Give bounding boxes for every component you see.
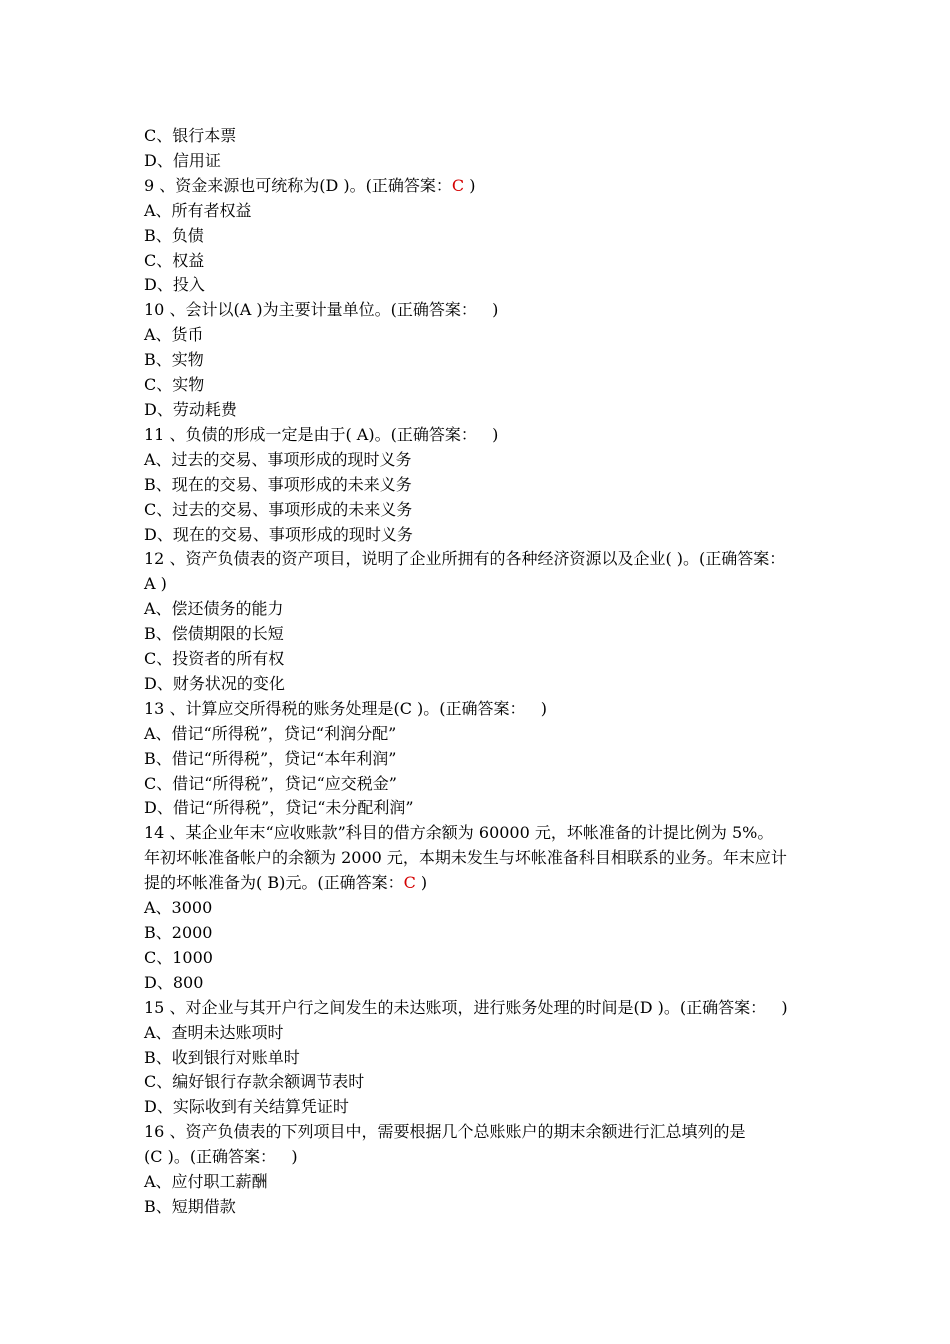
question-line-continued: 年初坏帐准备帐户的余额为 2000 元，本期未发生与坏帐准备科目相联系的业务。年末应计 — [144, 848, 787, 868]
option-line: D、实际收到有关结算凭证时 — [144, 1097, 349, 1117]
option-line: B、偿债期限的长短 — [144, 624, 284, 644]
option-line: D、劳动耗费 — [144, 399, 237, 419]
question-line: 12 、资产负债表的资产项目，说明了企业所拥有的各种经济资源以及企业( )。(正确答案： — [144, 549, 786, 569]
option-line: B、短期借款 — [144, 1196, 236, 1216]
question-line-continued: 提的坏帐准备为( B)元。(正确答案：C ) — [144, 873, 428, 893]
option-line: B、2000 — [144, 923, 213, 942]
correct-answer: C — [451, 175, 465, 195]
option-line: D、投入 — [144, 275, 205, 295]
option-line: A、查明未达账项时 — [144, 1022, 284, 1042]
option-line: D、现在的交易、事项形成的现时义务 — [144, 524, 413, 544]
question-line: 13 、计算应交所得税的账务处理是(C )。(正确答案： ) — [144, 698, 548, 718]
option-line: D、财务状况的变化 — [144, 673, 285, 693]
question-line: 10 、会计以(A )为主要计量单位。(正确答案： ) — [144, 300, 499, 320]
option-line: A、3000 — [144, 898, 213, 918]
option-line: C、编好银行存款余额调节表时 — [144, 1072, 365, 1092]
question-line-continued: A ) — [144, 574, 167, 594]
option-line: C、投资者的所有权 — [144, 649, 285, 669]
question-line: 11 、负债的形成一定是由于( A)。(正确答案： ) — [144, 424, 499, 444]
option-line: A、过去的交易、事项形成的现时义务 — [144, 449, 412, 469]
option-line: C、权益 — [144, 250, 205, 270]
option-line: D、800 — [144, 972, 204, 992]
correct-answer: C — [403, 873, 416, 893]
question-line-continued: (C )。(正确答案： ) — [144, 1147, 298, 1167]
option-line: C、过去的交易、事项形成的未来义务 — [144, 499, 413, 519]
option-line: C、实物 — [144, 375, 205, 395]
text-line: C、银行本票 — [144, 126, 237, 145]
option-line: C、1000 — [144, 947, 213, 967]
option-line: B、借记“所得税”，贷记“本年利润” — [144, 748, 397, 768]
option-line: A、借记“所得税”，贷记“利润分配” — [144, 723, 397, 743]
question-line: 14 、某企业年末“应收账款”科目的借方余额为 60000 元，坏帐准备的计提比例为 5%。 — [144, 823, 774, 843]
text-line: D、信用证 — [144, 150, 221, 170]
option-line: A、偿还债务的能力 — [144, 599, 284, 619]
question-line: 15 、对企业与其开户行之间发生的未达账项，进行账务处理的时间是(D )。(正确答案： ) — [144, 997, 788, 1017]
option-line: B、现在的交易、事项形成的未来义务 — [144, 474, 412, 494]
option-line: A、货币 — [144, 325, 204, 345]
option-line: D、借记“所得税”，贷记“未分配利润” — [144, 798, 414, 818]
option-line: A、应付职工薪酬 — [144, 1172, 268, 1192]
option-line: C、借记“所得税”，贷记“应交税金” — [144, 773, 397, 793]
option-line: B、负债 — [144, 225, 204, 245]
question-line: 16 、资产负债表的下列项目中，需要根据几个总账账户的期末余额进行汇总填列的是 — [144, 1122, 746, 1142]
option-line: B、实物 — [144, 350, 204, 370]
document-page — [144, 124, 814, 1220]
option-line: A、所有者权益 — [144, 200, 252, 220]
option-line: B、收到银行对账单时 — [144, 1047, 300, 1067]
question-line: 9 、资金来源也可统称为(D )。(正确答案：C ) — [144, 175, 476, 195]
